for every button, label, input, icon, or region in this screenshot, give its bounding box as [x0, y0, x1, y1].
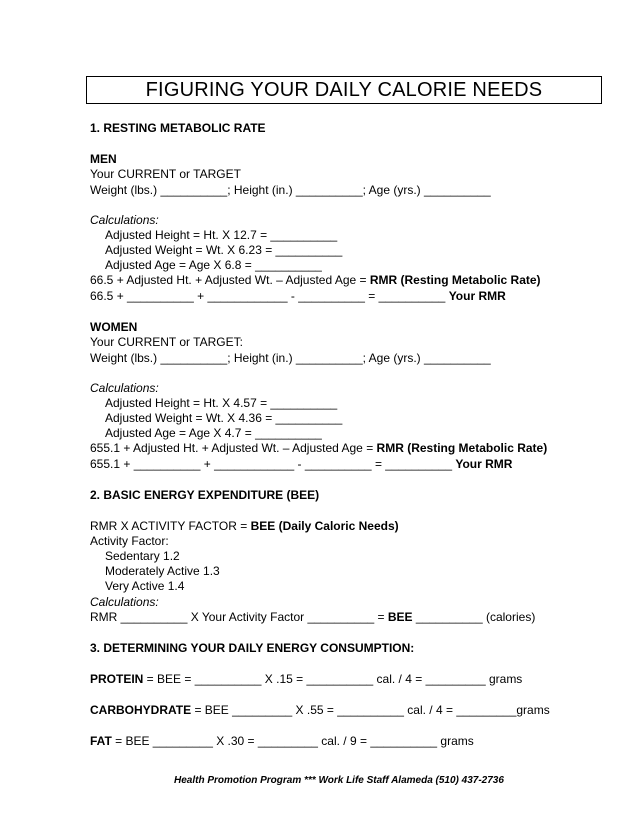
men-adjusted-weight: Adjusted Weight = Wt. X 6.23 = __________	[105, 243, 343, 257]
activity-factor-label: Activity Factor:	[90, 534, 169, 548]
women-calculations-label: Calculations:	[90, 381, 159, 395]
men-your-rmr-label: Your RMR	[448, 289, 506, 303]
men-adjusted-height: Adjusted Height = Ht. X 12.7 = __________	[105, 228, 338, 242]
bee-calculations-label: Calculations:	[90, 595, 159, 609]
men-adjusted-age: Adjusted Age = Age X 6.8 = __________	[105, 258, 322, 272]
activity-very-active: Very Active 1.4	[105, 579, 185, 593]
activity-moderate: Moderately Active 1.3	[105, 564, 220, 578]
men-calculations-label: Calculations:	[90, 213, 159, 227]
carbohydrate-formula: = BEE _________ X .55 = __________ cal. / 4 = _________grams	[191, 703, 550, 717]
fat-label: FAT	[90, 734, 112, 748]
section-heading-consumption: 3. DETERMINING YOUR DAILY ENERGY CONSUMPTION:	[90, 641, 415, 655]
men-prompt: Your CURRENT or TARGET	[90, 167, 241, 181]
bee-formula-bold: BEE (Daily Caloric Needs)	[250, 519, 399, 533]
fat-line	[90, 734, 474, 748]
women-rmr-formula-bold: RMR (Resting Metabolic Rate)	[376, 441, 548, 455]
women-label: WOMEN	[90, 320, 138, 334]
bee-formula-text: RMR X ACTIVITY FACTOR =	[90, 519, 251, 533]
women-prompt: Your CURRENT or TARGET:	[90, 335, 243, 349]
bee-calc-bold: BEE	[387, 610, 413, 624]
men-rmr-fill-line	[90, 289, 506, 303]
page-title: FIGURING YOUR DAILY CALORIE NEEDS	[86, 76, 602, 104]
women-adjusted-weight: Adjusted Weight = Wt. X 4.36 = __________	[105, 411, 343, 425]
men-rmr-fill-text: 66.5 + __________ + ____________ - __________ = __________	[90, 289, 449, 303]
bee-calc-text-2: __________ (calories)	[412, 610, 536, 624]
women-your-rmr-label: Your RMR	[455, 457, 513, 471]
section-heading-bee: 2. BASIC ENERGY EXPENDITURE (BEE)	[90, 488, 320, 502]
women-adjusted-age: Adjusted Age = Age X 4.7 = __________	[105, 426, 322, 440]
men-inputs-line: Weight (lbs.) __________; Height (in.) __________; Age (yrs.) __________	[90, 183, 491, 197]
bee-calc-text-1: RMR __________ X Your Activity Factor __________ =	[90, 610, 388, 624]
fat-formula: = BEE _________ X .30 = _________ cal. / 9 = __________ grams	[111, 734, 474, 748]
women-adjusted-height: Adjusted Height = Ht. X 4.57 = __________	[105, 396, 338, 410]
men-rmr-formula-text: 66.5 + Adjusted Ht. + Adjusted Wt. – Adjusted Age =	[90, 273, 370, 287]
protein-line	[90, 672, 522, 686]
section-heading-rmr: 1. RESTING METABOLIC RATE	[90, 121, 266, 135]
protein-label: PROTEIN	[90, 672, 144, 686]
bee-formula	[90, 519, 399, 533]
protein-formula: = BEE = __________ X .15 = __________ cal. / 4 = _________ grams	[143, 672, 523, 686]
men-rmr-formula	[90, 273, 541, 287]
women-inputs-line: Weight (lbs.) __________; Height (in.) __________; Age (yrs.) __________	[90, 351, 491, 365]
activity-sedentary: Sedentary 1.2	[105, 549, 180, 563]
men-label: MEN	[90, 152, 117, 166]
carbohydrate-line	[90, 703, 550, 717]
women-rmr-fill-line	[90, 457, 512, 471]
carbohydrate-label: CARBOHYDRATE	[90, 703, 192, 717]
men-rmr-formula-bold: RMR (Resting Metabolic Rate)	[369, 273, 541, 287]
women-rmr-fill-text: 655.1 + __________ + ____________ - __________ = __________	[90, 457, 456, 471]
page-footer: Health Promotion Program *** Work Life Staff Alameda (510) 437-2736	[174, 775, 504, 786]
bee-calculation-line	[90, 610, 535, 624]
women-rmr-formula	[90, 441, 547, 455]
women-rmr-formula-text: 655.1 + Adjusted Ht. + Adjusted Wt. – Adjusted Age =	[90, 441, 377, 455]
